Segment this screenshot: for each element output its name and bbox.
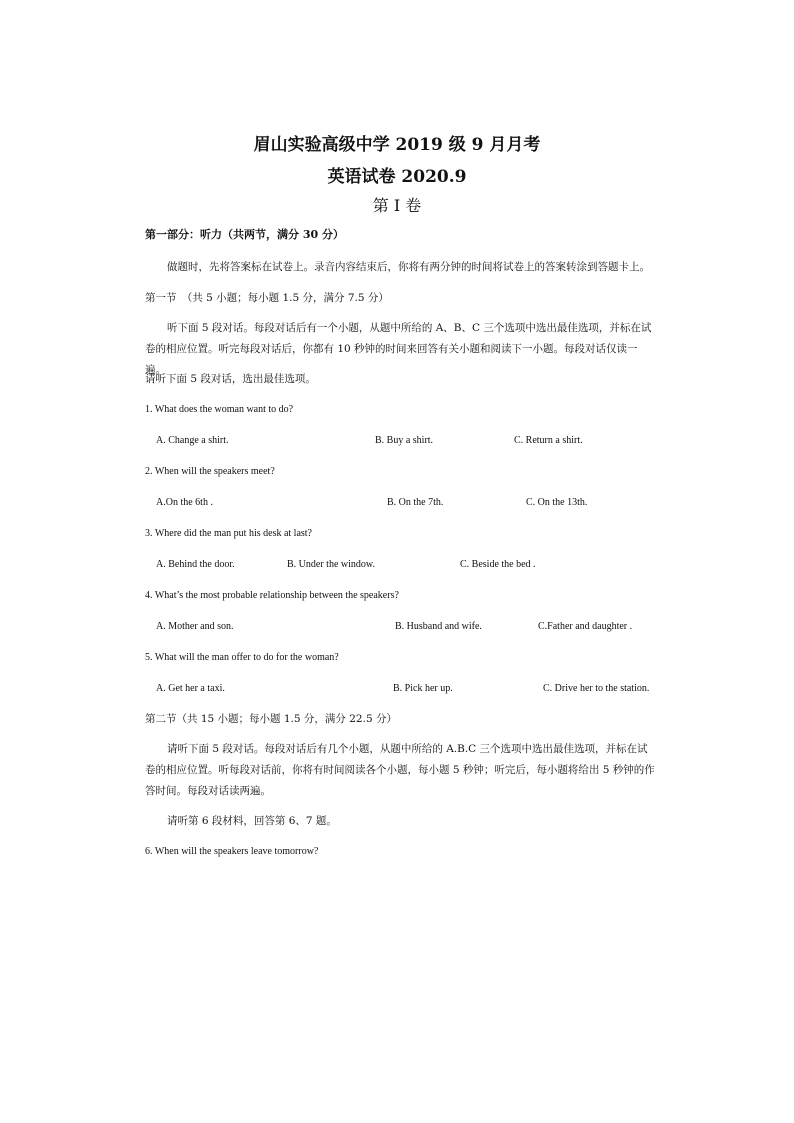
part1-instruction: 做题时，先将答案标在试卷上。录音内容结束后，你将有两分钟的时间将试卷上的答案转涂到答题卡上。 xyxy=(167,261,650,273)
section2-instruction: 请听下面 5 段对话。每段对话后有几个小题，从题中所给的 A.B.C 三个选项中选出最佳选项，并标在试卷的相应位置。听每段对话前，你将有时间阅读各个小题，每小题 5 秒钟；听完后，每小题将给出 5 秒钟的作答时间。每段对话读两遍。 xyxy=(145,743,655,797)
subject-title: 英语试卷 2020.9 xyxy=(327,167,467,187)
option-c: C. Return a shirt. xyxy=(514,435,583,446)
option-a: A. Mother and son. xyxy=(156,621,234,632)
question-stem: 1. What does the woman want to do? xyxy=(145,404,294,415)
question-stem: 5. What will the man offer to do for the woman? xyxy=(145,652,339,663)
section1-prompt: 请听下面 5 段对话，选出最佳选项。 xyxy=(145,373,316,385)
option-a: A.On the 6th . xyxy=(156,497,213,508)
part1-heading: 第一部分：听力（共两节，满分 30 分） xyxy=(145,228,344,241)
section2-heading: 第二节（共 15 小题；每小题 1.5 分，满分 22.5 分） xyxy=(145,713,397,725)
question-stem: 2. When will the speakers meet? xyxy=(145,466,275,477)
option-a: A. Behind the door. xyxy=(156,559,235,570)
section1-heading: 第一节 （共 5 小题；每小题 1.5 分，满分 7.5 分） xyxy=(145,292,389,304)
question-stem: 6. When will the speakers leave tomorrow? xyxy=(145,846,319,857)
option-b: B. Husband and wife. xyxy=(395,621,482,632)
question-stem: 4. What’s the most probable relationship between the speakers? xyxy=(145,590,399,601)
option-c: C. Beside the bed . xyxy=(460,559,536,570)
option-c: C. On the 13th. xyxy=(526,497,588,508)
question-stem: 3. Where did the man put his desk at last? xyxy=(145,528,312,539)
section2-prompt: 请听第 6 段材料，回答第 6、7 题。 xyxy=(167,815,337,827)
volume-title: 第 I 卷 xyxy=(372,196,422,215)
school-title: 眉山实验高级中学 2019 级 9 月月考 xyxy=(253,135,541,155)
option-a: A. Change a shirt. xyxy=(156,435,229,446)
option-b: B. Pick her up. xyxy=(393,683,453,694)
option-b: B. Under the window. xyxy=(287,559,375,570)
section1-instruction: 听下面 5 段对话。每段对话后有一个小题，从题中所给的 A、B、C 三个选项中选出最佳选项，并标在试卷的相应位置。听完每段对话后，你都有 10 秒钟的时间来回答有关小题和阅读下一小题。每段对话仅读一遍。 xyxy=(145,322,652,376)
option-a: A. Get her a taxi. xyxy=(156,683,225,694)
option-c: C. Drive her to the station. xyxy=(543,683,650,694)
option-b: B. On the 7th. xyxy=(387,497,444,508)
option-c: C.Father and daughter . xyxy=(538,621,633,632)
option-b: B. Buy a shirt. xyxy=(375,435,434,446)
